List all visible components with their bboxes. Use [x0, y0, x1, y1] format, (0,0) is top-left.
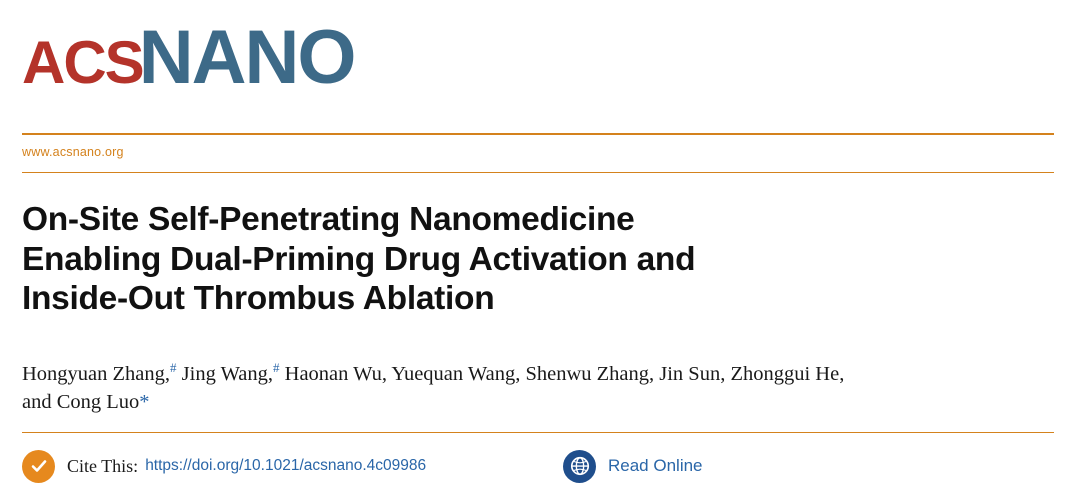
journal-logo[interactable]	[22, 15, 355, 100]
title-line-1: On-Site Self-Penetrating Nanomedicine	[22, 201, 635, 238]
author-list	[22, 360, 1052, 417]
cite-this-bar[interactable]	[22, 444, 426, 488]
journal-website-link[interactable]: www.acsnano.org	[22, 145, 124, 159]
cite-this-label: Cite This:	[67, 455, 139, 476]
title-line-2: Enabling Dual-Priming Drug Activation and	[22, 240, 696, 278]
bottom-divider	[22, 432, 1054, 433]
read-online-label: Read Online	[608, 456, 703, 475]
author-footnote-marker-1: #	[170, 360, 177, 376]
journal-logo-text	[22, 15, 355, 100]
read-online-button[interactable]	[563, 444, 703, 488]
author-group-4: and Cong Luo	[22, 391, 140, 414]
author-footnote-marker-2: #	[273, 360, 280, 376]
author-group-1: Hongyuan Zhang,	[22, 363, 171, 385]
page-title	[22, 200, 1042, 319]
doi-link[interactable]: https://doi.org/10.1021/acsnano.4c09986	[145, 457, 427, 474]
checkmark-icon	[22, 450, 55, 483]
author-group-3: Haonan Wu, Yuequan Wang, Shenwu Zhang, Jin Sun, Zhonggui He,	[279, 363, 845, 385]
journal-logo-acs: ACS	[22, 29, 143, 96]
author-group-2: Jing Wang,	[176, 363, 274, 385]
corresponding-author-marker: *	[139, 391, 150, 414]
header-divider	[22, 172, 1054, 173]
title-line-3: Inside-Out Thrombus Ablation	[22, 280, 495, 318]
journal-logo-nano: NANO	[138, 15, 355, 100]
top-divider	[22, 133, 1054, 135]
globe-icon	[563, 450, 596, 483]
